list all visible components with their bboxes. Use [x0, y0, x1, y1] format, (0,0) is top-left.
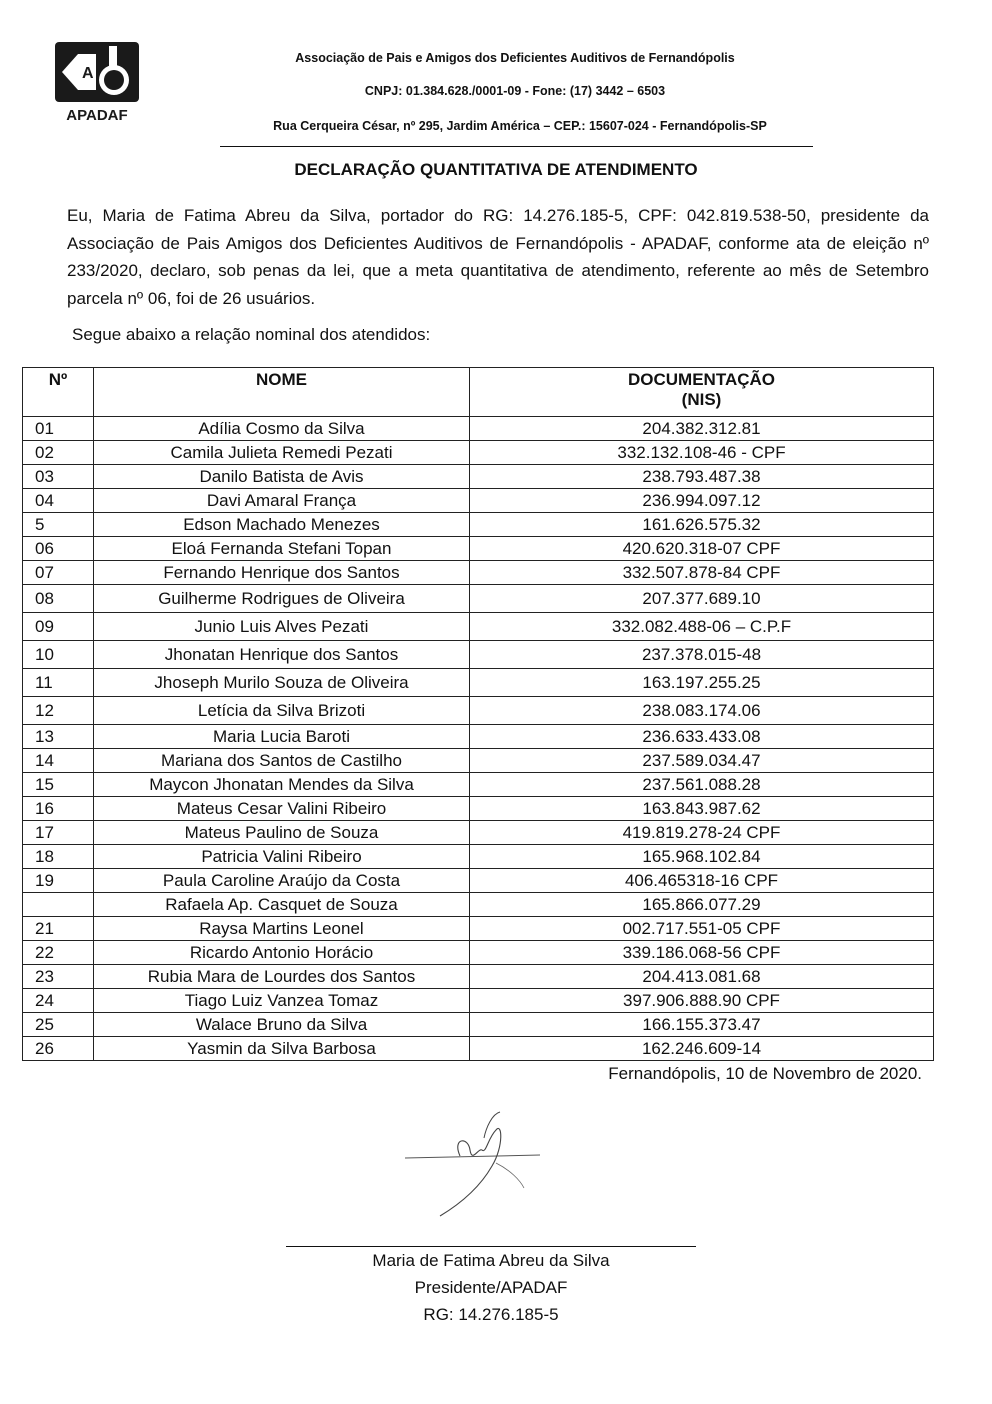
row-document: 165.968.102.84 — [470, 845, 934, 869]
row-number: 15 — [23, 773, 94, 797]
row-number: 23 — [23, 965, 94, 989]
svg-text:A: A — [82, 65, 94, 82]
table-row — [23, 489, 934, 513]
row-number: 08 — [23, 585, 94, 613]
row-number: 21 — [23, 917, 94, 941]
row-name: Jhonatan Henrique dos Santos — [94, 641, 470, 669]
row-name: Davi Amaral França — [94, 489, 470, 513]
row-number: 26 — [23, 1037, 94, 1061]
table-row — [23, 749, 934, 773]
row-document: 207.377.689.10 — [470, 585, 934, 613]
row-name: Adília Cosmo da Silva — [94, 417, 470, 441]
row-number: 03 — [23, 465, 94, 489]
row-document: 237.378.015-48 — [470, 641, 934, 669]
row-name: Junio Luis Alves Pezati — [94, 613, 470, 641]
logo-text: APADAF — [66, 107, 128, 124]
table-row — [23, 917, 934, 941]
handwritten-signature — [400, 1108, 550, 1223]
table-body — [23, 417, 934, 1061]
row-document: 332.132.108-46 - CPF — [470, 441, 934, 465]
table-row — [23, 465, 934, 489]
row-name: Mariana dos Santos de Castilho — [94, 749, 470, 773]
table-row — [23, 697, 934, 725]
row-name: Raysa Martins Leonel — [94, 917, 470, 941]
table-row — [23, 773, 934, 797]
row-document: 238.083.174.06 — [470, 697, 934, 725]
signatory-name: Maria de Fatima Abreu da Silva — [372, 1251, 610, 1270]
row-document: 420.620.318-07 CPF — [470, 537, 934, 561]
row-document: 238.793.487.38 — [470, 465, 934, 489]
row-name: Camila Julieta Remedi Pezati — [94, 441, 470, 465]
header-divider — [220, 146, 813, 147]
signatory-rg: RG: 14.276.185-5 — [423, 1305, 559, 1324]
row-document: 002.717.551-05 CPF — [470, 917, 934, 941]
table-row — [23, 513, 934, 537]
table-row — [23, 965, 934, 989]
signatory-role: Presidente/APADAF — [414, 1278, 568, 1297]
row-number: 01 — [23, 417, 94, 441]
header-doc-label: DOCUMENTAÇÃO — [627, 370, 775, 389]
header-doc — [470, 368, 934, 417]
row-name: Ricardo Antonio Horácio — [94, 941, 470, 965]
row-number: 11 — [23, 669, 94, 697]
row-name: Guilherme Rodrigues de Oliveira — [94, 585, 470, 613]
row-number: 5 — [23, 513, 94, 537]
table-row — [23, 417, 934, 441]
row-number: 02 — [23, 441, 94, 465]
row-document: 236.633.433.08 — [470, 725, 934, 749]
row-number: 25 — [23, 1013, 94, 1037]
apadaf-logo-icon — [52, 38, 142, 128]
row-name: Mateus Paulino de Souza — [94, 821, 470, 845]
row-document: 161.626.575.32 — [470, 513, 934, 537]
row-name: Maycon Jhonatan Mendes da Silva — [94, 773, 470, 797]
row-name: Yasmin da Silva Barbosa — [94, 1037, 470, 1061]
signature-line — [286, 1246, 696, 1247]
row-document: 162.246.609-14 — [470, 1037, 934, 1061]
table-row — [23, 441, 934, 465]
row-name: Mateus Cesar Valini Ribeiro — [94, 797, 470, 821]
row-number: 10 — [23, 641, 94, 669]
table-row — [23, 869, 934, 893]
row-number: 17 — [23, 821, 94, 845]
header-num: Nº — [23, 368, 94, 417]
row-document: 332.507.878-84 CPF — [470, 561, 934, 585]
row-document: 204.413.081.68 — [470, 965, 934, 989]
table-row — [23, 845, 934, 869]
row-number: 07 — [23, 561, 94, 585]
table-row — [23, 725, 934, 749]
row-document: 163.197.255.25 — [470, 669, 934, 697]
table-row — [23, 797, 934, 821]
row-number: 04 — [23, 489, 94, 513]
row-number: 24 — [23, 989, 94, 1013]
attendance-table — [22, 367, 934, 1061]
row-name: Letícia da Silva Brizoti — [94, 697, 470, 725]
table-row — [23, 989, 934, 1013]
row-number: 19 — [23, 869, 94, 893]
table-row — [23, 537, 934, 561]
row-number: 12 — [23, 697, 94, 725]
header-address: Rua Cerqueira César, nº 295, Jardim América – CEP.: 15607-024 - Fernandópolis-SP — [273, 119, 767, 133]
row-name: Walace Bruno da Silva — [94, 1013, 470, 1037]
intro-text: Segue abaixo a relação nominal dos atendidos: — [72, 325, 431, 344]
table-row — [23, 941, 934, 965]
header-doc-sublabel: (NIS) — [681, 390, 722, 409]
row-name: Paula Caroline Araújo da Costa — [94, 869, 470, 893]
row-number: 13 — [23, 725, 94, 749]
header-name: NOME — [94, 368, 470, 417]
table-row — [23, 893, 934, 917]
row-document: 339.186.068-56 CPF — [470, 941, 934, 965]
row-document: 236.994.097.12 — [470, 489, 934, 513]
table-row — [23, 641, 934, 669]
table-row — [23, 1037, 934, 1061]
row-number: 22 — [23, 941, 94, 965]
row-document: 237.589.034.47 — [470, 749, 934, 773]
row-name: Tiago Luiz Vanzea Tomaz — [94, 989, 470, 1013]
row-document: 332.082.488-06 – C.P.F — [470, 613, 934, 641]
row-name: Edson Machado Menezes — [94, 513, 470, 537]
row-number: 18 — [23, 845, 94, 869]
table-row — [23, 585, 934, 613]
table-row — [23, 821, 934, 845]
row-number: 09 — [23, 613, 94, 641]
row-number: 06 — [23, 537, 94, 561]
table-header-row — [23, 368, 934, 417]
row-name: Patricia Valini Ribeiro — [94, 845, 470, 869]
row-document: 397.906.888.90 CPF — [470, 989, 934, 1013]
row-name: Rafaela Ap. Casquet de Souza — [94, 893, 470, 917]
row-number: 16 — [23, 797, 94, 821]
place-date: Fernandópolis, 10 de Novembro de 2020. — [608, 1064, 922, 1083]
row-name: Rubia Mara de Lourdes dos Santos — [94, 965, 470, 989]
row-document: 165.866.077.29 — [470, 893, 934, 917]
row-name: Maria Lucia Baroti — [94, 725, 470, 749]
row-name: Danilo Batista de Avis — [94, 465, 470, 489]
row-name: Fernando Henrique dos Santos — [94, 561, 470, 585]
header-org-name: Associação de Pais e Amigos dos Deficientes Auditivos de Fernandópolis — [295, 51, 735, 65]
row-document: 237.561.088.28 — [470, 773, 934, 797]
table-row — [23, 561, 934, 585]
document-title: DECLARAÇÃO QUANTITATIVA DE ATENDIMENTO — [294, 160, 698, 179]
row-number: 14 — [23, 749, 94, 773]
row-document: 163.843.987.62 — [470, 797, 934, 821]
row-number — [23, 893, 94, 917]
row-document: 419.819.278-24 CPF — [470, 821, 934, 845]
declaration-paragraph: Eu, Maria de Fatima Abreu da Silva, portador do RG: 14.276.185-5, CPF: 042.819.538-50, presidente da Associação de Pais Amigos dos Deficientes Auditivos de Fernandópolis - APADAF, conforme ata de eleição nº 233/2020, declaro, sob penas da lei, que a meta quantitativa de atendimento, referente ao mês de Setembro parcela nº 06, foi de 26 usuários. — [67, 206, 929, 308]
table-row — [23, 613, 934, 641]
table-row — [23, 669, 934, 697]
header-cnpj-phone: CNPJ: 01.384.628./0001-09 - Fone: (17) 3442 – 6503 — [364, 84, 666, 98]
row-name: Eloá Fernanda Stefani Topan — [94, 537, 470, 561]
table-row — [23, 1013, 934, 1037]
row-document: 204.382.312.81 — [470, 417, 934, 441]
row-document: 406.465318-16 CPF — [470, 869, 934, 893]
row-document: 166.155.373.47 — [470, 1013, 934, 1037]
row-name: Jhoseph Murilo Souza de Oliveira — [94, 669, 470, 697]
